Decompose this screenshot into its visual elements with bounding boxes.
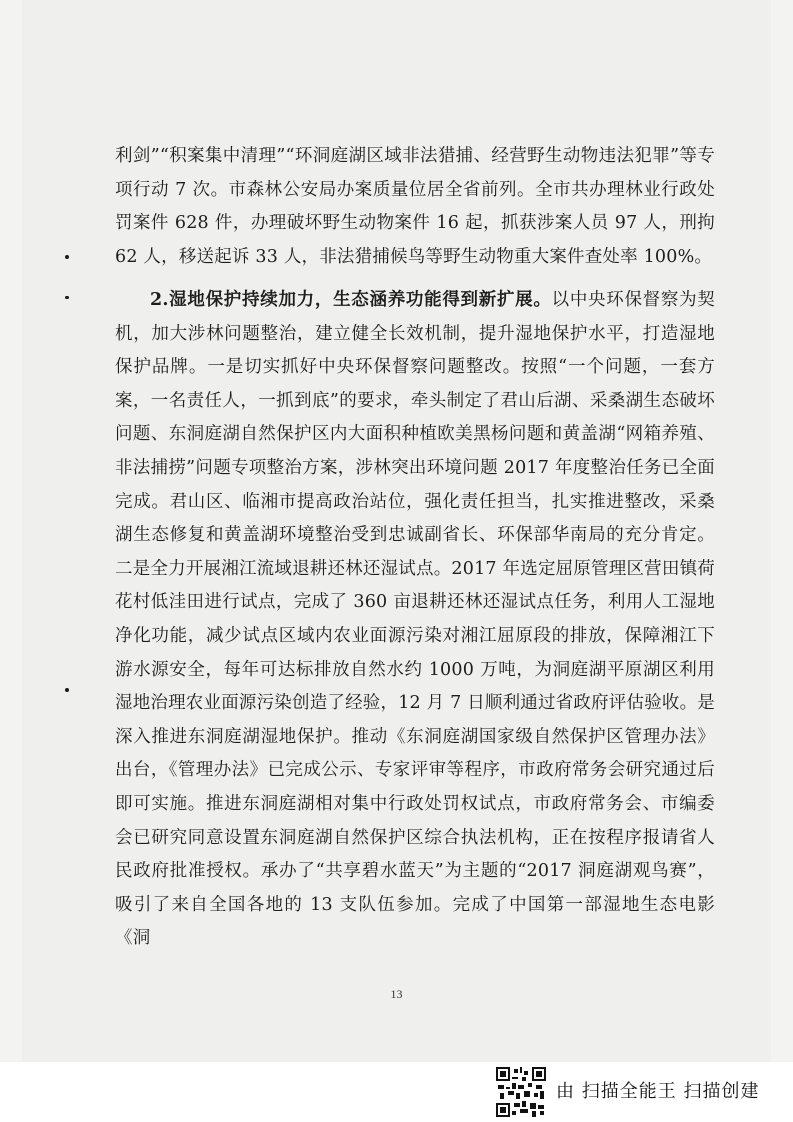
- binding-mark: [65, 688, 69, 692]
- page-number: 13: [390, 987, 403, 1001]
- body-paragraph-2: [115, 284, 715, 956]
- scanner-watermark: 由 扫描全能王 扫描创建: [556, 1081, 760, 1102]
- body-paragraph-1: 利剑”“积案集中清理”“环洞庭湖区域非法猎捕、经营野生动物违法犯罪”等专项行动 7 次。市森林公安局办案质量位居全省前列。全市共办理林业行政处罚案件 628 件，办理破坏野生动物案件 16 起，抓获涉案人员 97 人，刑拘 62 人，移送起诉 33 人，非法猎捕候鸟等野生动物重大案件查处率 100%。: [115, 146, 715, 267]
- qr-code-icon: [496, 1067, 546, 1117]
- section-body: 以中央环保督察为契机，加大涉林问题整治，建立健全长效机制，提升湿地保护水平，打造湿地保护品牌。一是切实抓好中央环保督察问题整改。按照“一个问题，一套方案，一名责任人，一抓到底”的要求，牵头制定了君山后湖、采桑湖生态破坏问题、东洞庭湖自然保护区内大面积种植欧美黑杨问题和黄盖湖“网箱养殖、非法捕捞”问题专项整治方案，涉林突出环境问题 2017 年度整治任务已全面完成。君山区、临湘市提高政治站位，强化责任担当，扎实推进整改，采桑湖生态修复和黄盖湖环境整治受到忠诚副省长、环保部华南局的充分肯定。二是全力开展湘江流域退耕还林还湿试点。2017 年选定屈原管理区营田镇荷花村低洼田进行试点，完成了 360 亩退耕还林还湿试点任务，利用人工湿地净化功能，减少试点区域内农业面源污染对湘江屈原段的排放，保障湘江下游水源安全，每年可达标排放自然水约 1000 万吨，为洞庭湖平原湖区利用湿地治理农业面源污染创造了经验，12 月 7 日顺利通过省政府评估验收。是深入推进东洞庭湖湿地保护。推动《东洞庭湖国家级自然保护区管理办法》出台，《管理办法》已完成公示、专家评审等程序，市政府常务会研究通过后即可实施。推进东洞庭湖相对集中行政处罚权试点，市政府常务会、市编委会已研究同意设置东洞庭湖自然保护区综合执法机构，正在按程序报请省人民政府批准授权。承办了“共享碧水蓝天”为主题的“2017 洞庭湖观鸟赛”，吸引了来自全国各地的 13 支队伍参加。完成了中国第一部湿地生态电影《洞: [115, 290, 715, 949]
- binding-mark: [65, 255, 69, 259]
- section-heading: 2.湿地保护持续加力，生态涵养功能得到新扩展。: [150, 290, 552, 310]
- binding-mark: [65, 296, 69, 299]
